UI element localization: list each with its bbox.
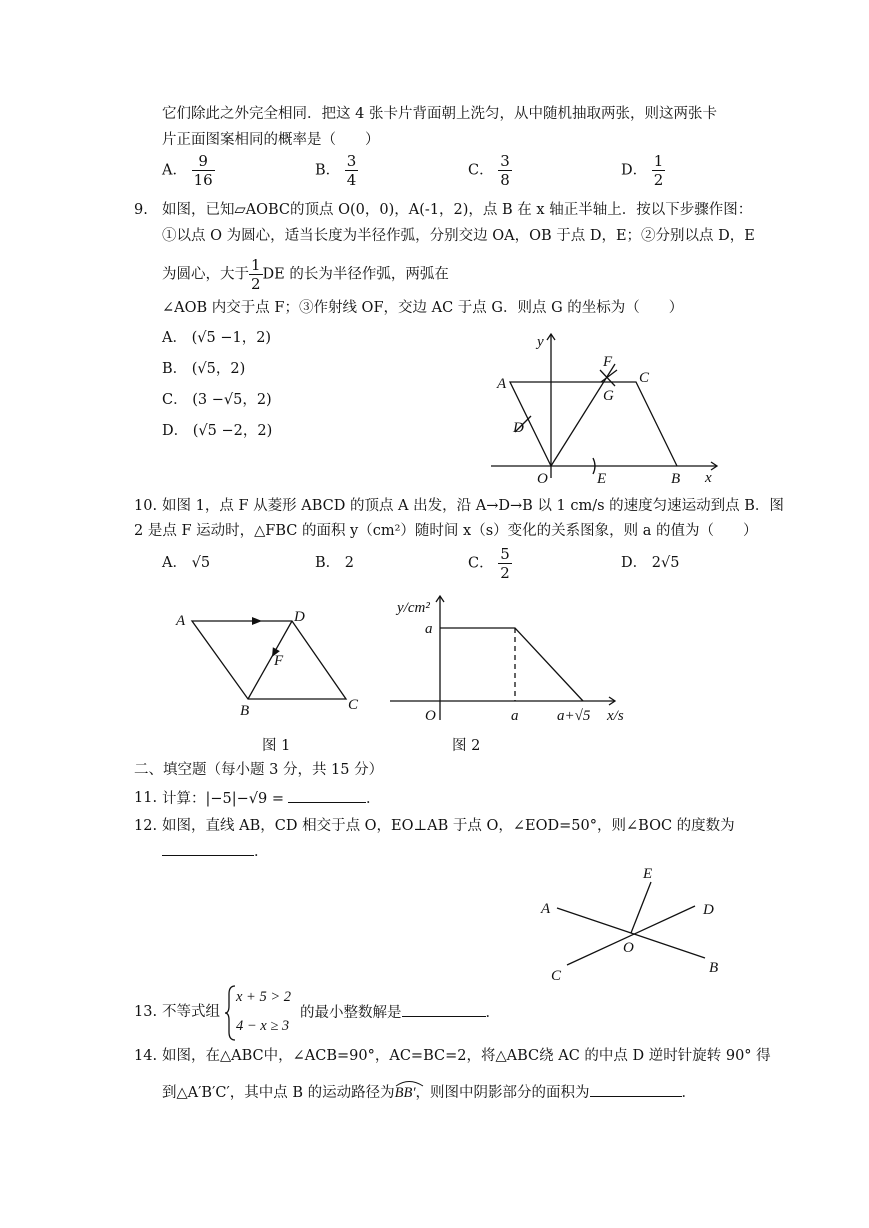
label-c: C bbox=[639, 370, 650, 386]
ray-oe bbox=[631, 882, 651, 933]
q9-option-d[interactable]: D． (√5 −2，2) bbox=[162, 423, 273, 439]
fraction: $\frac{1}{2}$ bbox=[251, 256, 261, 293]
label-d: D bbox=[703, 902, 714, 918]
q9-line1: 如图，已知▱AOBC的顶点 O(0，0)，A(-1，2)，点 B 在 x 轴正半轴上．按以下步骤作图： bbox=[162, 202, 753, 218]
q12-line2: ． bbox=[162, 841, 269, 862]
fig2-caption: 图 2 bbox=[452, 738, 481, 754]
fraction: $\frac{5}{2}$ bbox=[500, 545, 510, 582]
label-b: B bbox=[671, 471, 681, 487]
label-e: E bbox=[597, 471, 607, 487]
label-y: y bbox=[537, 334, 544, 350]
parallelogram-aobc bbox=[510, 382, 677, 466]
q13-inequality-2: 4 − x ≥ 3 bbox=[236, 1018, 290, 1034]
x-label: x/s bbox=[607, 708, 624, 724]
label-a-plus-root5: a+√5 bbox=[557, 708, 591, 724]
fraction: $\frac{3}{8}$ bbox=[500, 152, 510, 189]
label-c: C bbox=[551, 968, 562, 984]
q9-option-b[interactable]: B． (√5，2) bbox=[162, 361, 246, 377]
q10-line1: 如图 1，点 F 从菱形 ABCD 的顶点 A 出发，沿 A→D→B 以 1 cm/s 的速度匀速运动到点 B．图 bbox=[162, 498, 784, 514]
q13-number: 13. bbox=[134, 1004, 158, 1020]
label-e: E bbox=[643, 866, 653, 882]
q10-option-a[interactable]: A． √5 bbox=[162, 555, 211, 571]
section-title: 二、填空题（每小题 3 分，共 15 分） bbox=[134, 762, 384, 778]
label-a: A bbox=[541, 901, 551, 917]
q10-number: 10. bbox=[134, 498, 158, 514]
fraction: $\frac{9}{16}$ bbox=[193, 152, 213, 189]
q13-post: 的最小整数解是 ． bbox=[300, 1002, 500, 1023]
q12-number: 12. bbox=[134, 818, 158, 834]
q9-line3: 为圆心，大于 $\frac{1}{2}$ DE 的长为半径作弧，两弧在 bbox=[162, 256, 449, 293]
q10-option-c[interactable]: C． $\frac{5}{2}$ bbox=[468, 545, 510, 582]
q9-figure bbox=[485, 330, 725, 490]
q14-line2: 到△A′B′C′，其中点 B 的运动路径为 BB′，则图中阴影部分的面积为 ． bbox=[162, 1082, 696, 1103]
arrow-ad bbox=[252, 617, 262, 625]
label-d: D bbox=[513, 420, 524, 436]
answer-blank[interactable] bbox=[288, 788, 366, 803]
q8-line1: 它们除此之外完全相同．把这 4 张卡片背面朝上洗匀，从中随机抽取两张，则这两张卡 bbox=[162, 106, 717, 122]
q14-line1: 如图，在△ABC中，∠ACB=90°，AC=BC=2，将△ABC绕 AC 的中点 D 逆时针旋转 90° 得 bbox=[162, 1048, 771, 1064]
y-label: y/cm² bbox=[397, 600, 430, 616]
rhombus-abcd bbox=[192, 621, 346, 699]
q8-option-d[interactable]: D． $\frac{1}{2}$ bbox=[621, 152, 664, 189]
q9-option-c[interactable]: C． (3 −√5，2) bbox=[162, 392, 272, 408]
q11-number: 11. bbox=[134, 790, 158, 806]
q10-line2: 2 是点 F 运动时，△FBC 的面积 y（cm²）随时间 x（s）变化的关系图象，则 a 的值为（ ） bbox=[134, 523, 758, 539]
line-cd bbox=[567, 906, 695, 965]
area-graph bbox=[440, 628, 583, 701]
q10-option-b[interactable]: B． 2 bbox=[315, 555, 354, 571]
q11-text: 计算：|−5|−√9 = ． bbox=[162, 788, 381, 809]
answer-blank[interactable] bbox=[162, 841, 254, 856]
label-x: x bbox=[705, 470, 712, 486]
arc-bb: BB′ bbox=[395, 1085, 416, 1101]
q8-option-b[interactable]: B． $\frac{3}{4}$ bbox=[315, 152, 357, 189]
label-a: A bbox=[497, 376, 507, 392]
label-a-x: a bbox=[511, 708, 519, 724]
diagonal-db bbox=[248, 621, 292, 699]
q12-line1: 如图，直线 AB，CD 相交于点 O，EO⊥AB 于点 O，∠EOD=50°，则∠BOC 的度数为 bbox=[162, 818, 735, 834]
q10-option-d[interactable]: D． 2√5 bbox=[621, 555, 680, 571]
label-o: O bbox=[623, 940, 634, 956]
q8-option-c[interactable]: C． $\frac{3}{8}$ bbox=[468, 152, 510, 189]
q14-number: 14. bbox=[134, 1048, 158, 1064]
q9-line2: ①以点 O 为圆心，适当长度为半径作弧，分别交边 OA，OB 于点 D，E；②分别以点 D，E bbox=[162, 228, 755, 244]
q10-figure-2 bbox=[385, 590, 645, 730]
label-g: G bbox=[603, 388, 614, 404]
q13-inequality-1: x + 5 > 2 bbox=[236, 989, 292, 1005]
fraction: $\frac{3}{4}$ bbox=[346, 152, 357, 189]
q8-option-a[interactable]: A． $\frac{9}{16}$ bbox=[162, 152, 213, 189]
label-a-y: a bbox=[425, 621, 433, 637]
label-b: B bbox=[709, 960, 719, 976]
q9-line4: ∠AOB 内交于点 F；③作射线 OF，交边 AC 于点 G．则点 G 的坐标为（ ） bbox=[162, 300, 684, 316]
q12-figure bbox=[535, 862, 735, 987]
fig1-caption: 图 1 bbox=[262, 738, 291, 754]
q9-option-a[interactable]: A． (√5 −1，2) bbox=[162, 330, 272, 346]
label-f: F bbox=[274, 653, 284, 669]
q13-pre: 不等式组 bbox=[162, 1004, 220, 1020]
label-c: C bbox=[348, 697, 359, 713]
answer-blank[interactable] bbox=[590, 1082, 682, 1097]
q10-figure-1 bbox=[170, 605, 370, 720]
answer-blank[interactable] bbox=[402, 1002, 486, 1017]
label-o: O bbox=[537, 471, 548, 487]
brace bbox=[223, 984, 237, 1042]
q8-line2: 片正面图案相同的概率是（ ） bbox=[162, 132, 380, 148]
label-b: B bbox=[240, 703, 250, 719]
label-o: O bbox=[425, 708, 436, 724]
label-a: A bbox=[176, 613, 186, 629]
label-f: F bbox=[603, 354, 613, 370]
label-d: D bbox=[294, 609, 305, 625]
fraction: $\frac{1}{2}$ bbox=[653, 152, 664, 189]
q9-number: 9. bbox=[134, 202, 148, 218]
